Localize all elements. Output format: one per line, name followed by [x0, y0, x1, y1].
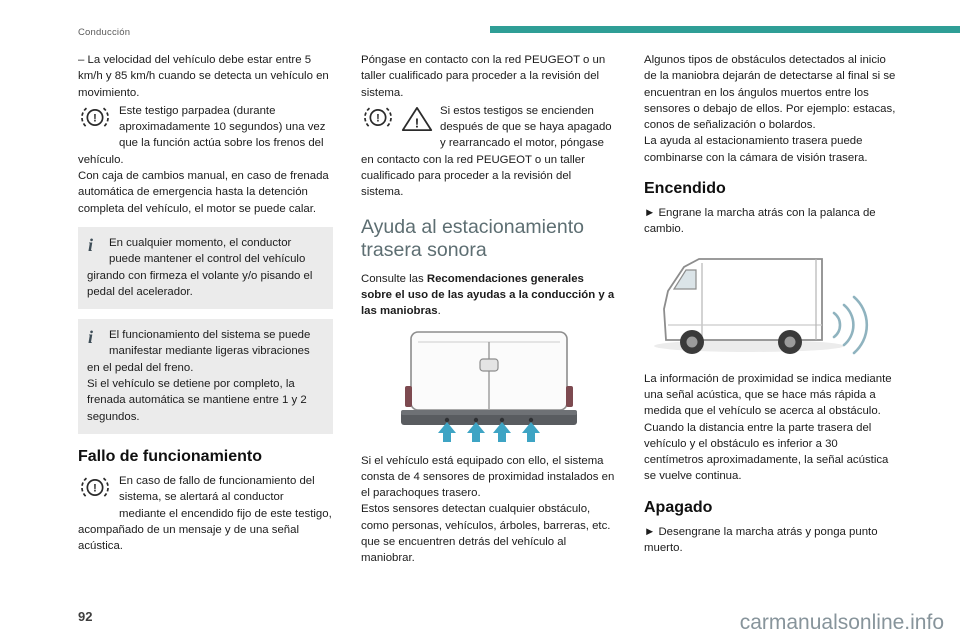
- consult-bold-reference: Recomendaciones generales sobre el uso de las ayudas a la conducción y a las maniobras: [361, 272, 615, 318]
- deactivation-step-paragraph: ► Desengrane la marcha atrás y ponga punto muerto.: [644, 525, 878, 555]
- heading-deactivation: Apagado: [644, 498, 713, 516]
- fault-text: En caso de fallo de funcionamiento del sistema, se alertará al conductor mediante el encendido fijo de este testigo, acompañado de un mensaje y de una señal acústica.: [78, 474, 332, 553]
- header-accent-bar: [490, 26, 960, 33]
- brake-warning-icon: [78, 105, 112, 135]
- column-middle: [361, 52, 616, 567]
- consult-paragraph: [361, 271, 616, 320]
- heading-activation: Encendido: [644, 180, 726, 198]
- info-note-text: En cualquier momento, el conductor puede mantener el control del vehículo girando con firmeza el volante y/o pisando el pedal del acelerador.: [87, 236, 313, 298]
- svg-text:!: !: [93, 112, 97, 125]
- sensors-count-paragraph: Si el vehículo está equipado con ello, el sistema consta de 4 sensores de proximidad instalados en el parachoques trasero.: [361, 454, 615, 500]
- consult-suffix: .: [437, 305, 441, 318]
- column-left: [78, 52, 333, 567]
- chapter-title: Conducción: [78, 27, 131, 38]
- info-note-vibrations: [78, 319, 333, 434]
- activation-step-paragraph: ► Engrane la marcha atrás con la palanca de cambio.: [644, 207, 876, 236]
- column-right: [644, 52, 899, 567]
- brake-warning-icon: [78, 475, 112, 505]
- info-icon: i: [88, 327, 94, 348]
- camera-combination-paragraph: La ayuda al estacionamiento trasera puede combinarse con la cámara de visión trasera.: [644, 135, 868, 164]
- manual-gearbox-paragraph: Con caja de cambios manual, en caso de frenada automática de emergencia hasta la detención completa del vehículo, el motor se puede calar.: [78, 170, 329, 215]
- indicator-blink-block: [78, 103, 333, 168]
- info-note-text-a: El funcionamiento del sistema se puede manifestar mediante ligeras vibraciones en el pedal del freno.: [87, 329, 311, 374]
- consult-prefix: Consulte las: [361, 272, 427, 285]
- brake-warning-icon: [361, 105, 395, 135]
- page-number: 92: [78, 609, 93, 624]
- watermark: carmanualsonline.info: [739, 611, 944, 634]
- svg-text:!: !: [414, 115, 420, 131]
- info-note-driver-control: [78, 227, 333, 309]
- contact-network-paragraph: Póngase en contacto con la red PEUGEOT o un taller cualificado para proceder a la revisión del sistema.: [361, 54, 606, 99]
- proximity-signal-paragraph: La información de proximidad se indica mediante una señal acústica, que se hace más rápida a medida que el vehículo se acerca al obstáculo. Cuando la distancia entre la parte trasera del vehículo y el obstáculo es inferior a 30 centímetros aproximadamente, la señal acústica se vuelve continua.: [644, 372, 892, 483]
- info-note-text-b: Si el vehículo se detiene por completo, la frenada automática se mantiene entre 1 y 2 segundos.: [87, 378, 307, 423]
- sensors-detect-paragraph: Estos sensores detectan cualquier obstáculo, como personas, vehículos, árboles, barreras, etc. que se encuentren detrás del vehículo al maniobrar.: [361, 503, 611, 565]
- warning-lights-text: Si estos testigos se encienden después de que se haya apagado y rearrancado el motor, póngase en contacto con la red PEUGEOT o un taller cualificado para proceder a la revisión del sistema.: [361, 104, 612, 199]
- indicator-blink-text: Este testigo parpadea (durante aproximadamente 10 segundos) una vez que la función actúa sobre los frenos del vehículo.: [78, 104, 326, 166]
- heading-fault: Fallo de funcionamiento: [78, 447, 263, 465]
- blind-spot-obstacles-paragraph: Algunos tipos de obstáculos detectados al inicio de la maniobra dejarán de detectarse al final si se encuentran en los ángulos muertos entre los sensores o debajo de ellos. Por ejemplo: estacas, conos de señalización o bolardos.: [644, 54, 896, 132]
- content-columns: [78, 52, 899, 567]
- fault-block: [78, 473, 333, 554]
- warning-triangle-icon: [401, 105, 433, 138]
- svg-text:!: !: [376, 112, 380, 125]
- warning-icons-group: [361, 105, 433, 137]
- speed-range-paragraph: – La velocidad del vehículo debe estar entre 5 km/h y 85 km/h cuando se detecta un vehículo en movimiento.: [78, 54, 329, 99]
- info-icon: i: [88, 234, 94, 255]
- page-header: [78, 22, 960, 38]
- warning-lights-block: [361, 103, 616, 201]
- section-heading-parking-aid: Ayuda al estacionamiento trasera sonora: [361, 215, 584, 261]
- svg-text:!: !: [93, 482, 97, 495]
- van-acoustic-signal-image: [644, 247, 899, 362]
- rear-bumper-sensors-image: [361, 329, 616, 444]
